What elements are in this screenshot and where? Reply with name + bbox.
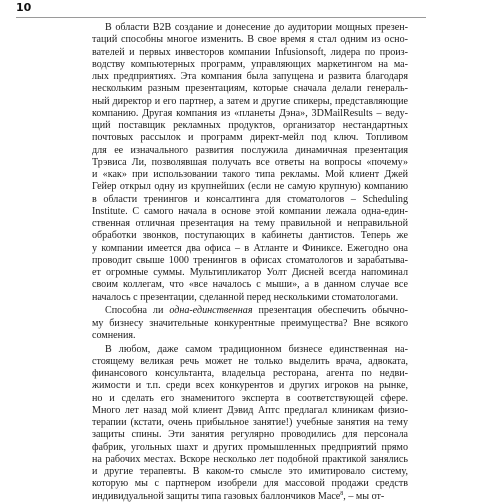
text-line: для ее изначального развития послужила динамичная презентация: [92, 144, 408, 156]
text-line: индивидуальной защиты типа газовых баллончиков Мace$^8$, – мы от-: [92, 490, 385, 502]
text-line: ет огромные суммы. Мультипликатор Уолт Дисней всегда напоминал: [92, 267, 408, 278]
text-line: обработки звонков, поступающих в кабинеты дантистов. Теперь же: [92, 230, 408, 242]
text-line: стоящему великая речь может не только выделить врача, адвоката,: [92, 355, 408, 367]
text-line: В любом, даже самом традиционном бизнесе единственная на-: [105, 343, 408, 355]
text-line: защиты спины. Эти занятия регулярно проводились для персонала: [92, 429, 408, 441]
footnote-marker[interactable]: 8: [340, 490, 344, 497]
text-line: му бизнесу значительные конкурентные преимущества? Вне всякого: [92, 317, 408, 329]
text-line: ственная отличная презентация на тему правильной и неправильной: [92, 218, 408, 229]
text-line: Много лет назад мой клиент Дэвид Аптс предлагал клиникам физио-: [92, 404, 408, 416]
text-line: финансового консультанта, владельца ресторана, агента по недви-: [92, 368, 408, 379]
text-line: сомнения.: [92, 329, 136, 341]
text-line: которую мы с партнером изобрели для массовой продажи средств: [92, 478, 408, 490]
text-line: и «как» при использовании такого типа рекламы. Мой клиент Джей: [92, 169, 408, 180]
text-line: на рабочих местах. Вскоре несколько лет подобной практикой занялись: [92, 453, 408, 465]
text-line: жимости и т.п. среди всех конкурентов и других игроков на рынке,: [92, 380, 408, 392]
text-line: своим коллегам, что «все началось с мыши», а в данном случае все: [92, 279, 408, 291]
text-line: компанию. Другая компания из «планеты Дэна», 3DMailResults – веду-: [92, 107, 408, 119]
text-line: Трэвиса Ли, позволявшая получать все ответы на вопросы «почему»: [92, 156, 408, 168]
text-line: проводит свыше 1000 тренингов в офисах стоматологов и зарабатыва-: [92, 254, 408, 266]
header-rule: [16, 17, 426, 18]
text-line: но и сделать его знаменитого эксперта в соответствующей сфере.: [92, 392, 408, 404]
text-line: почтовых рассылок и программ директ-мейл под ключ. Топливом: [92, 132, 408, 144]
text-line: нескольким разным презентациям, которые сначала делали генераль-: [92, 83, 408, 95]
text-line: вателей и первых инвесторов компании Infusionsoft, лидера по произ-: [92, 46, 408, 58]
text-line: ный директор и его партнер, а затем и другие спикеры, представляющие: [92, 95, 408, 107]
text-line: в области тренингов и консалтинга для стоматологов – Scheduling: [92, 193, 408, 205]
text-line: Способна ли одна-единственная презентация обеспечить обычно-: [105, 305, 409, 317]
text-line: фабрик, угольных шахт и других промышленных предприятий прямо: [92, 441, 408, 453]
text-line: таций способны многое изменить. В свое время я стал одним из осно-: [92, 34, 408, 46]
text-line: терапии (кстати, очень прибыльное занятие!) учебные занятия на тему: [92, 417, 408, 428]
text-line: Institute. С самого начала в основе этой компании лежала одна-един-: [92, 205, 408, 217]
text-line: В области B2B создание и донесение до аудитории мощных презен-: [105, 22, 408, 33]
text-line: водству компьютерных программ, управляющих маркетингом на ма-: [92, 58, 408, 70]
text-line: лых предприятиях. Эта компания была запущена и развита благодаря: [92, 71, 408, 82]
text-line: щий поставщик рекламных продуктов, организатор нестандартных: [92, 120, 408, 131]
text-line: у компании имеется два офиса – в Атланте и Финиксе. Ежегодно она: [92, 242, 408, 254]
page-number: 10: [16, 1, 32, 14]
text-line: Гейер открыл одну из крупнейших (если не самую крупную) компанию: [92, 181, 408, 193]
text-line: началось с презентации, сделанной перед несколькими стоматологами.: [92, 291, 399, 303]
emphasis-text: одна-единственная: [169, 305, 253, 317]
text-line: и другие терапевты. В каком-то смысле это имитировало систему,: [92, 466, 408, 477]
